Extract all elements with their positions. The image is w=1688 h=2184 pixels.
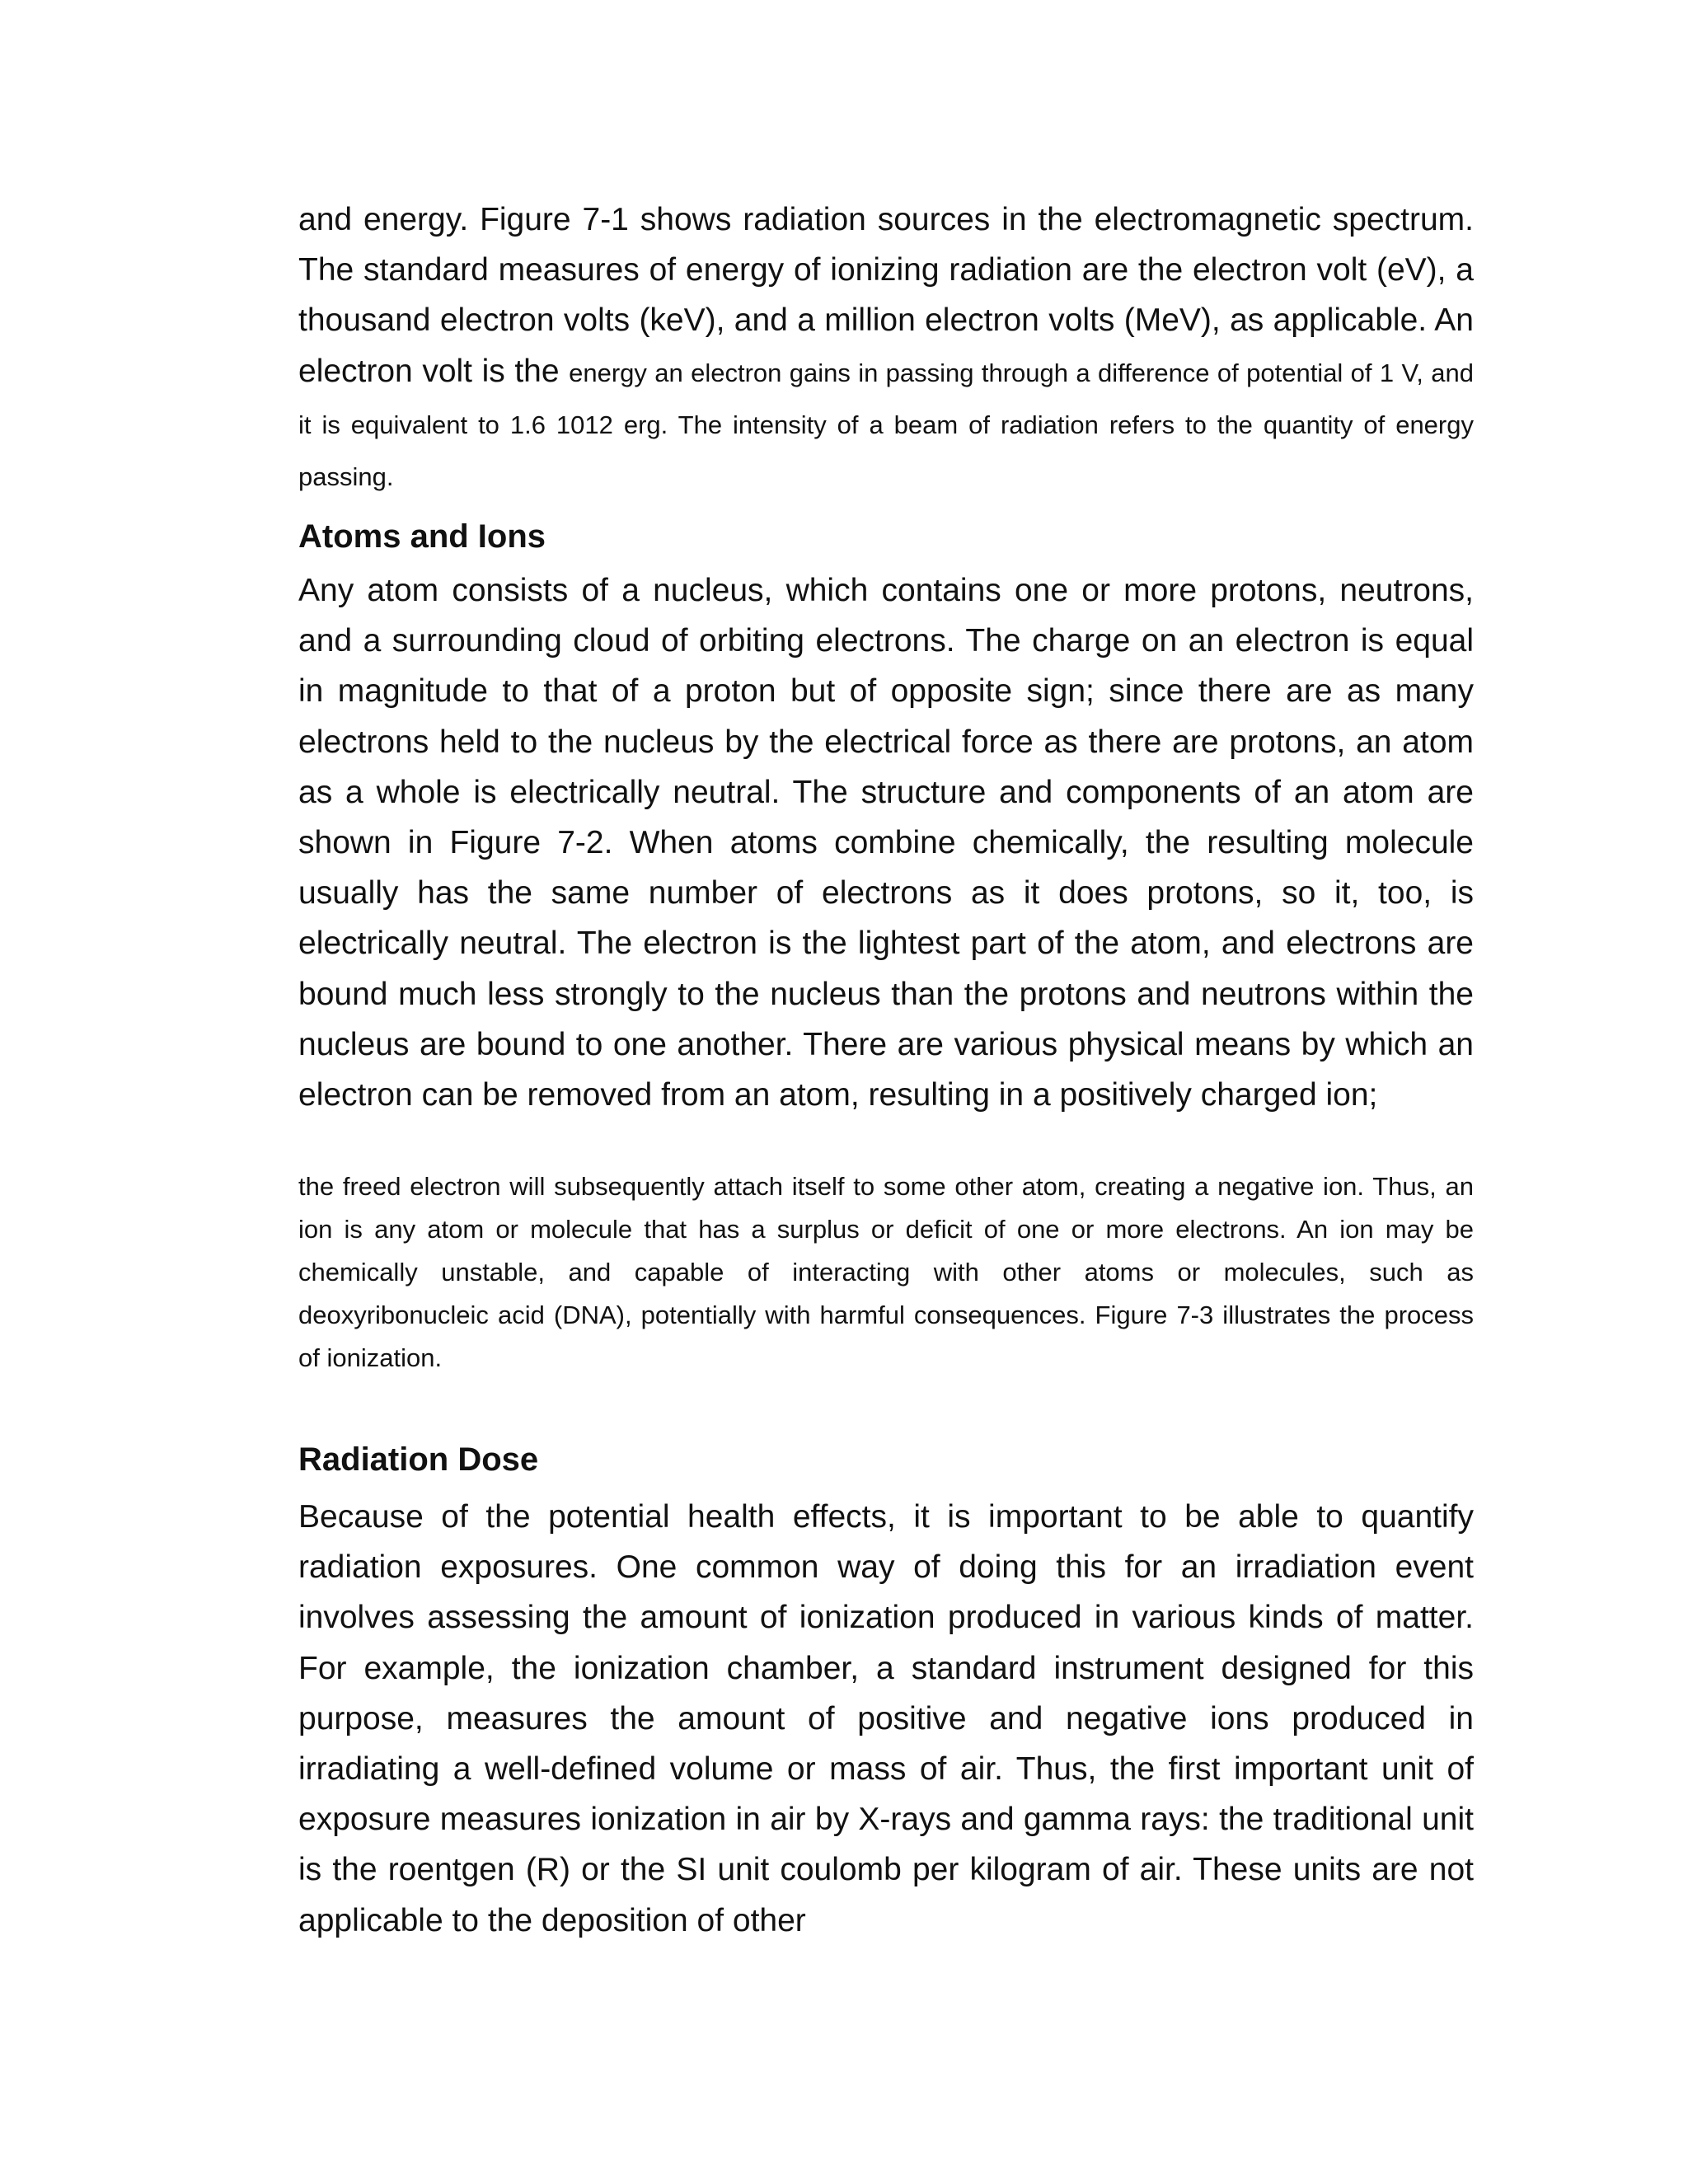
intro-paragraph xyxy=(298,194,1474,502)
intro-paragraph-small-text: energy an electron gains in passing through a difference of potential of 1 V, and it is equivalent to 1.6 1012 erg. The intensity of a beam of radiation refers to the quantity of energy passing. xyxy=(298,358,1474,492)
heading-atoms-and-ions: Atoms and Ions xyxy=(298,518,546,555)
intro-paragraph-large-text: and energy. Figure 7-1 shows radiation sources in the electromagnetic spectrum. The standard measures of energy of ionizing radiation are the electron volt (eV), a thousand electron volts (keV), and a million electron volts (MeV), as applicable. An electron volt is the xyxy=(298,202,1474,389)
ions-paragraph: the freed electron will subsequently attach itself to some other atom, creating a negative ion. Thus, an ion is any atom or molecule that has a surplus or deficit of one or more electrons. An ion may be chemically unstable, and capable of interacting with other atoms or molecules, such as deoxyribonucleic acid (DNA), potentially with harmful consequences. Figure 7-3 illustrates the process of ionization. xyxy=(298,1172,1474,1372)
radiation-dose-paragraph: Because of the potential health effects, it is important to be able to quantify radiation exposures. One common way of doing this for an irradiation event involves assessing the amount of ionization produced in various kinds of matter. For example, the ionization chamber, a standard instrument designed for this purpose, measures the amount of positive and negative ions produced in irradiating a well-defined volume or mass of air. Thus, the first important unit of exposure measures ionization in air by X-rays and gamma rays: the traditional unit is the roentgen (R) or the SI unit coulomb per kilogram of air. These units are not applicable to the deposition of other xyxy=(298,1499,1474,1938)
heading-radiation-dose: Radiation Dose xyxy=(298,1441,539,1478)
atoms-paragraph: Any atom consists of a nucleus, which contains one or more protons, neutrons, and a surrounding cloud of orbiting electrons. The charge on an electron is equal in magnitude to that of a proton but of opposite sign; since there are as many electrons held to the nucleus by the electrical force as there are protons, an atom as a whole is electrically neutral. The structure and components of an atom are shown in Figure 7-2. When atoms combine chemically, the resulting molecule usually has the same number of electrons as it does protons, so it, too, is electrically neutral. The electron is the lightest part of the atom, and electrons are bound much less strongly to the nucleus than the protons and neutrons within the nucleus are bound to one another. There are various physical means by which an electron can be removed from an atom, resulting in a positively charged ion; xyxy=(298,573,1474,1113)
